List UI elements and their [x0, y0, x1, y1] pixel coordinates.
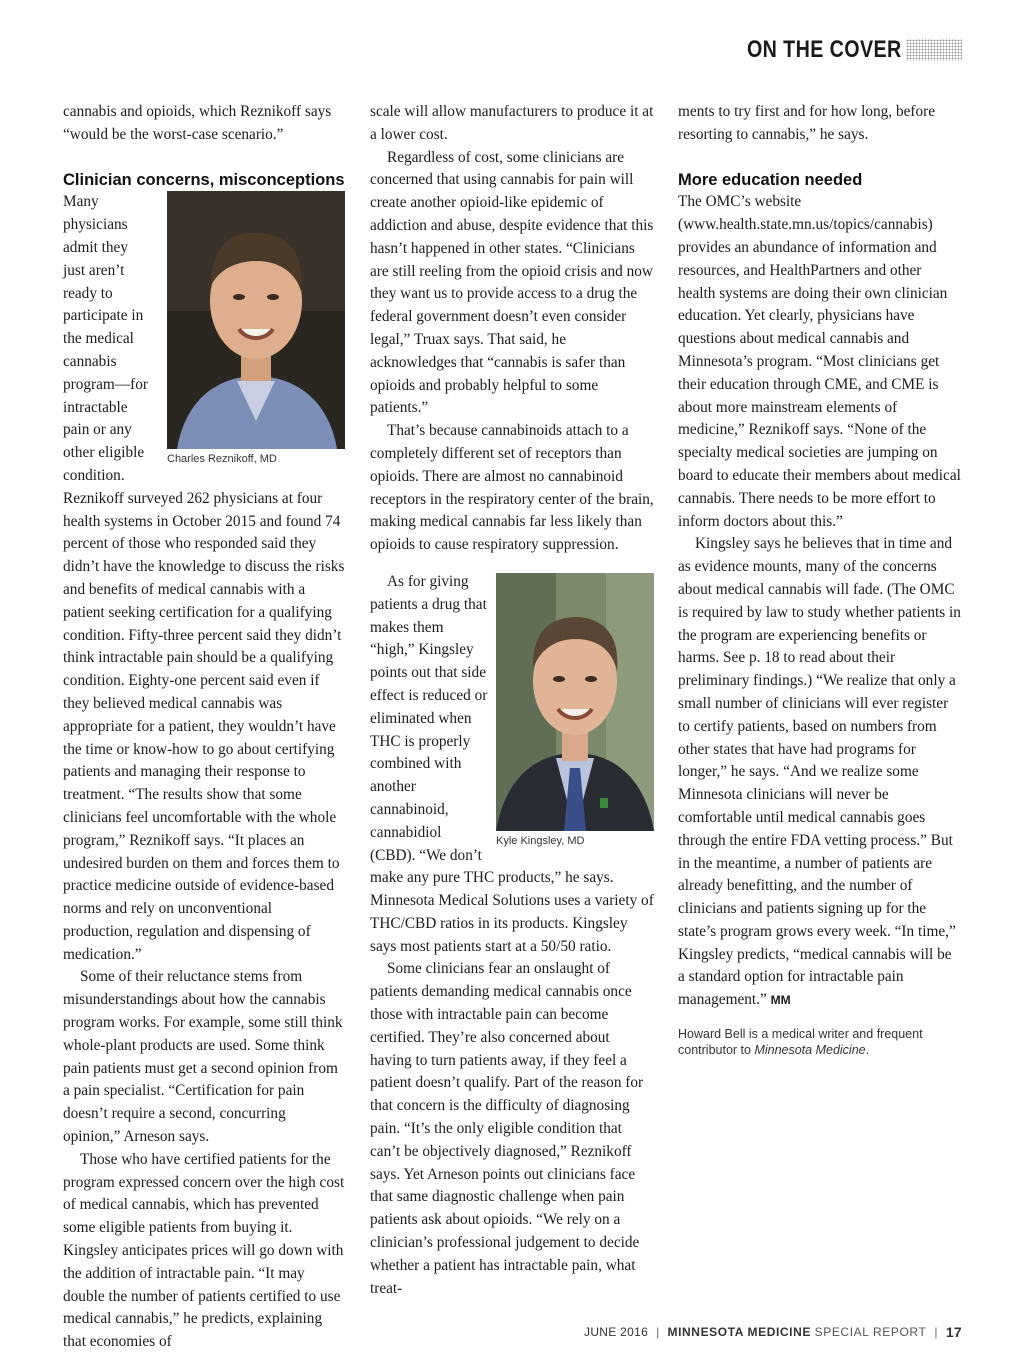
caption-reznikoff: Charles Reznikoff, MD	[167, 453, 277, 466]
page-footer	[584, 1324, 962, 1340]
col3-paragraph-3-text: Kingsley says he believes that in time and as evidence mounts, many of the concerns about medical cannabis will fade. (The OMC is required by law to study whether patients in the program are experiencing benefits or harms. See p. 18 to read about their preliminary findings.) “We realize that only a small number of clinicians will ever register to certify patients, based on numbers from other states that have had programs for longer,” he says. “And we realize some Minnesota clinicians will never be comfortable until medical cannabis goes through the entire FDA vetting process.” But in the meantime, a number of patients are already benefitting, and the number of clinicians and patients signing up for the state’s program grows every week. “In time,” Kingsley predicts, “medical cannabis will be a standard option for intractable pain management.”	[678, 535, 961, 1009]
photo-reznikoff	[167, 191, 345, 466]
page-number: 17	[945, 1324, 962, 1340]
footer-publication-group	[668, 1325, 927, 1339]
col2-paragraph-3: That’s because cannabinoids attach to a completely different set of receptors than opioids. There are almost no cannabinoid receptors in the respiratory center of the brain, making medical cannabis far less likely than opioids to cause respiratory suppression.	[370, 422, 654, 554]
heading-clinician-concerns: Clinician concerns, misconceptions	[63, 170, 345, 189]
column-2	[370, 101, 654, 1300]
col2-paragraph-2: Regardless of cost, some clinicians are concerned that using cannabis for pain will create another opioid-like epidemic of addiction and abuse, despite evidence that this hasn’t happened in other states. “Clinicians are still reeling from the opioid crisis and now they want us to provide access to a drug the federal government doesn’t even consider legal,” Truax says. That said, he acknowledges that “cannabis is safer than opioids and probably helpful to some patients.”	[370, 148, 654, 417]
portrait-kingsley-image	[496, 573, 654, 831]
col1-paragraph-3: Some of their reluctance stems from misunderstandings about how the cannabis program works. For example, some still think whole-plant products are used. Some think pain patients must get a second opinion from a pain specialist. “Certification for pain doesn’t require a second, concurring opinion,” Arneson says.	[63, 968, 343, 1146]
section-title: ON THE COVER	[747, 36, 902, 63]
footer-date: JUNE 2016	[584, 1325, 649, 1339]
heading-more-education: More education needed	[678, 170, 863, 189]
caption-kingsley: Kyle Kingsley, MD	[496, 834, 585, 847]
col1-paragraph-1: cannabis and opioids, which Reznikoff says “would be the worst-case scenario.”	[63, 103, 332, 143]
bio-end: .	[865, 1043, 870, 1058]
col2-paragraph-5: Some clinicians fear an onslaught of patients demanding medical cannabis once those with intractable pain can become certified. They’re also concerned about having to turn patients away, if they feel a patient doesn’t qualify. Part of the reason for that concern is the difficulty of diagnosing pain. “It’s the only eligible condition that can’t be objectively diagnosed,” Reznikoff says. Yet Arneson points out clinicians face that same diagnostic challenge when pain patients ask about opioids. “We rely on a clinician’s professional judgement to decide whether a patient has intractable pain, what treat-	[370, 960, 644, 1297]
end-mark: MM	[770, 993, 791, 1008]
spacer	[370, 557, 654, 571]
col2-paragraph-1: scale will allow manufacturers to produce it at a lower cost.	[370, 103, 654, 143]
footer-divider: |	[656, 1325, 660, 1339]
col1-paragraph-4: Those who have certified patients for the program expressed concern over the high cost of medical cannabis, which has prevented some eligible patients from buying it. Kingsley anticipates prices will go down with the addition of intractable pain. “It may double the number of patients certified to use medical cannabis,” he predicts, explaining that economies of	[63, 1150, 345, 1351]
footer-divider-2: |	[934, 1325, 938, 1339]
col1-paragraph-2: Many physicians admit they just aren’t ready to participate in the medical cannabis program—for intractable pain or any other eligible condition. Reznikoff surveyed 262 physicians at four health systems in October 2015 and found 74 percent of those who responded said they didn’t have the knowledge to discuss the risks and benefits of medical cannabis with a patient seeking certification for a qualifying condition. Fifty-three percent said they didn’t think intractable pain should be a qualifying condition. Eighty-one percent said even if they believed medical cannabis was appropriate for a patient, they wouldn’t have the time or know-how to go about certifying patients and managing their response to treatment. “The results show that some clinicians feel uncomfortable with the whole program,” Reznikoff says. “It places an undesired burden on them and forces them to practice medicine outside of evidence-based norms and rely on unconventional production, regulation and dispensing of medication.”	[63, 193, 345, 963]
footer-subtitle: SPECIAL REPORT	[814, 1325, 927, 1339]
column-1	[63, 101, 345, 1354]
column-3	[678, 101, 962, 1058]
col2-paragraph-4: As for giving patients a drug that makes them “high,” Kingsley points out that side effect is reduced or eliminated when THC is properly combined with another cannabinoid, cannabidiol (CBD). “We don’t make any pure THC products,” he says. Minnesota Medical Solutions uses a variety of THC/CBD ratios in its products. Kingsley says most patients start at a 50/50 ratio.	[370, 572, 654, 955]
section-header	[713, 36, 962, 64]
col3-paragraph-3	[678, 533, 962, 1012]
footer-publication: MINNESOTA MEDICINE	[667, 1325, 811, 1339]
photo-kingsley	[496, 573, 654, 848]
portrait-reznikoff-image	[167, 191, 345, 449]
author-bio	[678, 1026, 962, 1058]
col3-paragraph-1: ments to try first and for how long, before resorting to cannabis,” he says.	[678, 103, 936, 143]
bio-text: Howard Bell is a medical writer and frequent contributor to	[678, 1027, 923, 1058]
bio-publication: Minnesota Medicine	[754, 1043, 866, 1058]
header-dot-pattern	[906, 39, 962, 61]
col3-paragraph-2: The OMC’s website (www.health.state.mn.us/topics/cannabis) provides an abundance of information and resources, and HealthPartners and other health systems are doing their own clinician education. Yet clearly, physicians have questions about medical cannabis and Minnesota’s program. “Most clinicians get their education through CME, and CME is about more mainstream elements of medicine,” Reznikoff says. “None of the specialty medical societies are jumping on board to educate their members about medical cannabis. There needs to be more effort to inform doctors about this.”	[678, 193, 961, 530]
